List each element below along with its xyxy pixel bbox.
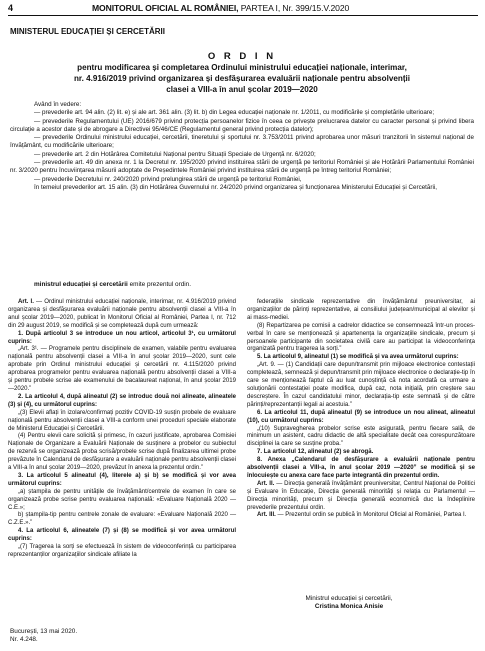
preamble-paragraph: — prevederile Decretului nr. 240/2020 privind prelungirea stării de urgență pe teritoriul României,: [34, 175, 302, 183]
article-paragraph: [8, 331, 236, 347]
article-paragraph: [8, 473, 236, 489]
article-paragraph: [8, 394, 236, 410]
preamble-paragraph: — prevederile Ordinului ministrului educației, cercetării, tineretului și sportului nr. 3.753/2011 privind aprobarea unor măsuri tranzitorii în sistemul național de învățământ, cu modificările ulterioare;: [10, 134, 474, 150]
paragraph-lead: Art. I.: [18, 299, 34, 305]
preamble-paragraph: în temeiul prevederilor art. 15 alin. (3) din Hotărârea Guvernului nr. 24/2020 privind organizarea și funcționarea Ministerului Educației și Cercetării,: [34, 183, 437, 191]
paragraph-text: „(7) Tragerea la sorți se efectuează în sistem de videoconferință cu participarea reprezentanților organizațiilor sindicale afiliate la: [8, 544, 236, 558]
paragraph-text: — Ordinul ministrului educației naționale, interimar, nr. 4.916/2019 privind organizarea și desfășurarea evaluării naționale pentru absolvenții clasei a VIII-a în anul școlar 2019—2020, publicat în Monitorul Oficial al României, Partea I, nr. 712 din 29 august 2019, se modifică și se completează după cum urmează:: [8, 299, 236, 329]
preamble: [10, 101, 474, 192]
paragraph-lead: 2. La articolul 4, după alineatul (2) se introduc două noi alineate, alineatele (3) și (4), cu următorul cuprins:: [8, 393, 236, 408]
article-paragraph: [247, 323, 475, 355]
article-paragraph: [8, 544, 236, 560]
order-subtitle-line-1: pentru modificarea și completarea Ordinului ministrului educației naționale, interimar,: [77, 63, 407, 72]
article-paragraph: [8, 299, 236, 331]
preamble-paragraph: — prevederile art. 2 din Hotărârea Comitetului Național pentru Situații Speciale de Urgență nr. 6/2020;: [34, 150, 316, 158]
preamble-paragraph: Având în vedere:: [34, 101, 82, 108]
paragraph-text: „(3) Elevii aflați în izolare/confirmați pozitiv COVID-19 susțin probele de evaluare națională pentru absolvenții clasei a VIII-a conform unei proceduri speciale elaborate de Ministerul Educației și Cercetării.: [8, 409, 236, 432]
article-paragraph: [8, 489, 236, 513]
paragraph-lead: Art. II.: [257, 480, 275, 487]
article-paragraph: [247, 457, 475, 481]
paragraph-text: „Art. 9. — (1) Candidații care depun/transmit prin mijloace electronice contestații completează, semnează și depun/transmit prin mijloace electronice o declarație-tip în care se menționează faptul că au luat cunoștință că nota acordată ca urmare a soluționării contestației poate modifica, după caz, nota inițială, prin creștere sau descreștere. În cazul candidatului minor, declarația-tip este semnată și de către părinți/reprezentanții legali ai acestuia.”: [247, 362, 475, 408]
signatory-role: Ministrul educației și cercetării,: [305, 595, 393, 602]
article-paragraph: [247, 512, 475, 520]
paragraph-lead: 3. La articolul 5 alineatul (4), literele a) și b) se modifică și vor avea următorul cuprins:: [8, 472, 236, 487]
paragraph-text: (8) Repartizarea pe comisii a cadrelor didactice se consemnează într-un proces-verbal în care se menționează și apartenența la organizațiile sindicale, precum și persoanele participante din societatea civilă care au participat la videoconferința organizată pentru tragerea la sorți.”: [247, 322, 475, 353]
article-paragraph: [8, 346, 236, 393]
paragraph-lead: 7. La articolul 12, alineatul (2) se abrogă.: [257, 449, 374, 456]
enactment-issuer: ministrul educației și cercetării: [34, 281, 128, 288]
signatory-name: Cristina Monica Anisie: [314, 603, 384, 611]
journal-part-number: PARTEA I, Nr. 399/15.V.2020: [240, 3, 350, 13]
place-date: București, 13 mai 2020.: [10, 628, 78, 635]
paragraph-text: federațiile sindicale reprezentative din învățământul preuniversitar, ai organizațiilor de părinți reprezentative, ai consiliului județean/municipal al elevilor și ai mass-mediei.: [247, 299, 475, 321]
header-rule: [8, 15, 478, 16]
article-paragraph: [8, 410, 236, 434]
left-column: [8, 299, 236, 560]
paragraph-lead: 1. După articolul 3 se introduce un nou articol, articolul 3¹, cu următorul cuprins:: [8, 330, 236, 345]
order-subtitle-line-3: clasei a VIII-a în anul școlar 2019—2020: [166, 85, 318, 94]
article-paragraph: [247, 410, 475, 426]
preamble-paragraph: — prevederile art. 49 din anexa nr. 1 la Decretul nr. 195/2020 privind instituirea stării de urgență pe teritoriul României și ale Hotărârii Parlamentului României nr. 3/2020 pentru încuviințarea măsurii adoptate de Președintele României privind instituirea stării de urgență pe întreg teritoriul României;: [10, 159, 474, 175]
running-header: [8, 3, 476, 15]
paragraph-lead: Art. III.: [257, 512, 276, 519]
right-column: [247, 299, 475, 520]
preamble-paragraph: — prevederile art. 94 alin. (2) lit. e) și ale art. 361 alin. (3) lit. b) din Legea educației naționale nr. 1/2011, cu modificările și completările ulterioare;: [34, 109, 435, 117]
enactment-formula: [10, 281, 474, 288]
paragraph-text: (4) Pentru elevii care solicită și primesc, în cazuri justificate, aprobarea Comisiei Naționale de Organizare a Evaluării Naționale de susținere a probelor cu subiectul de rezervă se organizează proba scrisă/probele scrise după finalizarea ultimei probe prevăzute în Calendarul de desfășurare a evaluării naționale pentru absolvenții clasei a VIII-a în anul școlar 2019—2020, prevăzut în anexa la prezentul ordin.”: [8, 433, 236, 472]
order-number: Nr. 4.248.: [10, 636, 38, 644]
article-paragraph: [247, 354, 475, 362]
journal-name: MONITORUL OFICIAL AL ROMÂNIEI,: [92, 3, 239, 13]
paragraph-lead: 5. La articolul 9, alineatul (1) se modifică și va avea următorul cuprins:: [257, 354, 459, 361]
article-paragraph: [247, 299, 475, 323]
order-subtitle-line-2: nr. 4.916/2019 privind organizarea și desfășurarea evaluării naționale pentru absolvenții: [73, 74, 411, 83]
article-paragraph: [247, 449, 475, 457]
article-paragraph: [8, 433, 236, 473]
article-paragraph: [8, 528, 236, 544]
article-paragraph: [247, 426, 475, 450]
paragraph-text: — Direcția generală învățământ preuniversitar, Centrul Național de Politici și Evaluare în Educație, Direcția generală minorități și relația cu Parlamentul — Direcția minorități, precum și Direcția generală economică duc la îndeplinire prevederile prezentului ordin.: [247, 480, 475, 511]
paragraph-text: „(10) Supravegherea probelor scrise este asigurată, pentru fiecare sală, de minimum un asistent, cadru didactic de altă specialitate decât cea corespunzătoare disciplinei la care se susține proba.”: [247, 425, 475, 448]
paragraph-text: — Prezentul ordin se publică în Monitorul Oficial al României, Partea I.: [275, 512, 467, 519]
paragraph-text: „a) ștampila de pentru unitățile de învățământ/centrele de examen în care se organizează probe scrise pentru evaluarea națională: «Evaluare Națională 2020 — C.E.»;: [8, 488, 236, 511]
paragraph-lead: 6. La articolul 11, după alineatul (9) se introduce un nou alineat, alineatul (10), cu următorul cuprins:: [247, 409, 475, 424]
preamble-paragraph: — prevederile Regulamentului (UE) 2016/679 privind protecția persoanelor fizice în ceea ce privește prelucrarea datelor cu caracter personal și privind libera circulație a acestor date și de abrogare a Directivei 95/46/CE (Regulamentul general privind protecția datelor);: [10, 117, 474, 133]
order-title: O R D I N: [207, 51, 277, 62]
enactment-text: emite prezentul ordin.: [129, 281, 192, 288]
paragraph-text: „Art. 3¹. — Programele pentru disciplinele de examen, valabile pentru evaluarea națională pentru absolvenții clasei a VIII-a în anul școlar 2019—2020, sunt cele aprobate prin Ordinul ministrului educației și cercetării nr. 4.115/2020 privind aprobarea programelor pentru evaluarea națională pentru absolvenții clasei a VIII-a și pentru probele scrise ale examenului de bacalaureat național, în anul școlar 2019—2020.”: [8, 346, 236, 392]
paragraph-lead: 4. La articolul 6, alineatele (7) și (8) se modifică și vor avea următorul cuprins:: [8, 528, 236, 543]
paragraph-text: b) ștampila-tip pentru centrele zonale de evaluare: «Evaluare Națională 2020 — C.Z.E.».”: [8, 512, 236, 527]
article-paragraph: [247, 362, 475, 409]
place-date-block: [10, 628, 77, 644]
article-paragraph: [247, 481, 475, 513]
signature-block: [218, 595, 480, 612]
paragraph-lead: 8. Anexa „Calendarul de desfășurare a evaluării naționale pentru absolvenții clasei a VIII-a, în anul școlar 2019 —2020” se modifică și se înlocuiește cu anexa care face parte integrantă din prezentul ordin.: [247, 457, 475, 479]
page-number: 4: [8, 3, 14, 13]
article-paragraph: [8, 512, 236, 528]
issuer-heading: MINISTERUL EDUCAȚIEI ȘI CERCETĂRII: [10, 27, 165, 36]
journal-title: [92, 3, 349, 13]
